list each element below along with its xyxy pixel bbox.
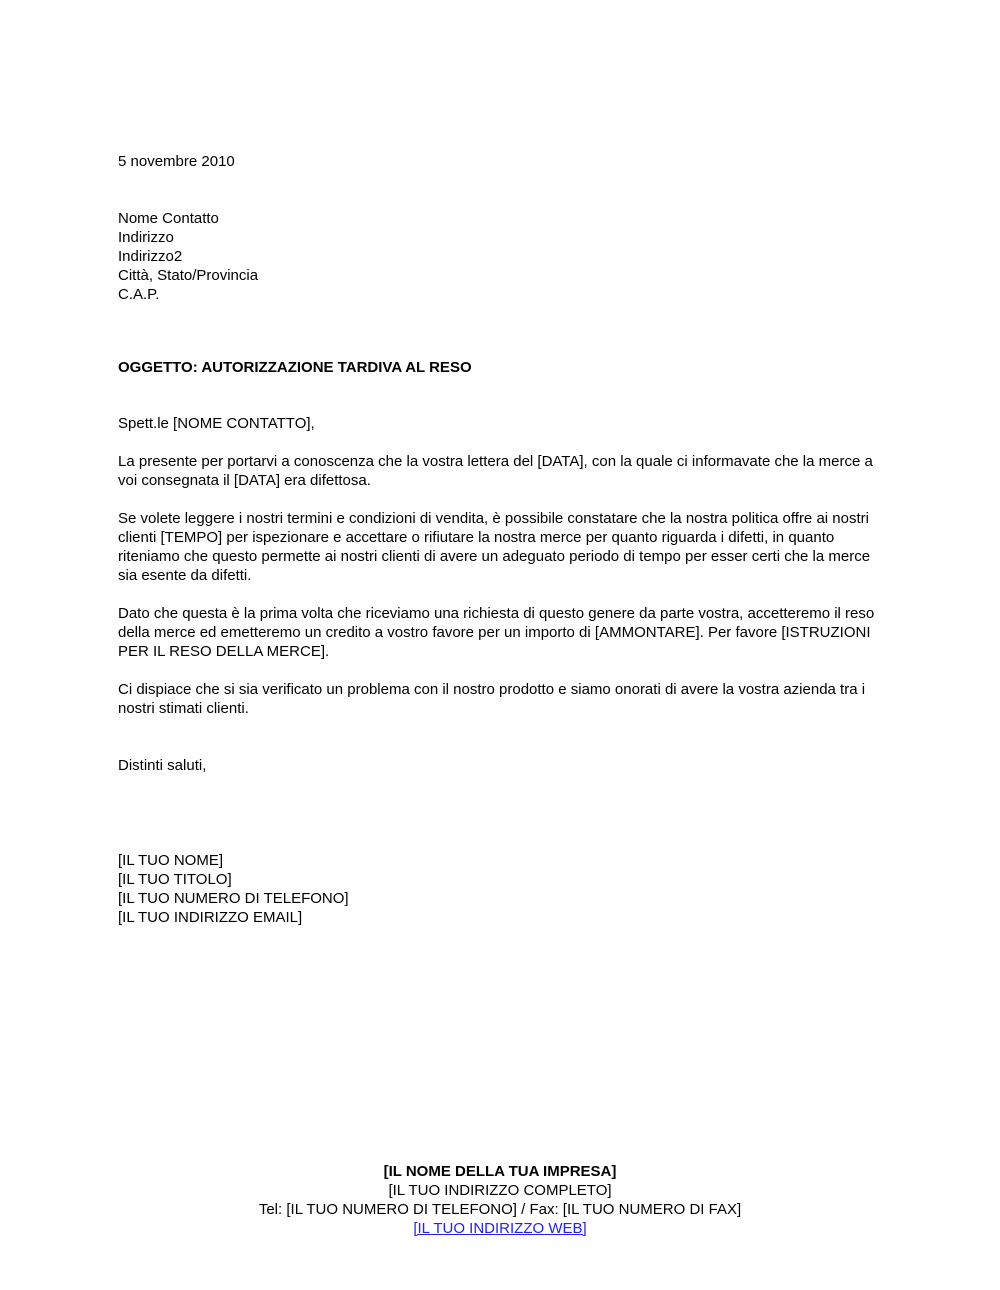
footer-tel-fax: Tel: [IL TUO NUMERO DI TELEFONO] / Fax: [IL TUO NUMERO DI FAX] (258, 1201, 742, 1218)
recipient-address-line-1: Indirizzo (118, 229, 174, 246)
footer-company-address: [IL TUO INDIRIZZO COMPLETO] (388, 1182, 612, 1199)
letter-paragraph-3: Dato che questa è la prima volta che riceviamo una richiesta di questo genere da parte vostra, accetteremo il reso della merce ed emetteremo un credito a vostro favore per un importo di [AMMONTARE]. Per favore [ISTRUZIONI PER IL RESO DELLA MERCE]. (118, 605, 875, 660)
letter-subject: OGGETTO: AUTORIZZAZIONE TARDIVA AL RESO (118, 359, 472, 376)
recipient-address-line-2: Indirizzo2 (118, 248, 183, 265)
sender-phone-placeholder: [IL TUO NUMERO DI TELEFONO] (118, 890, 349, 907)
letter-closing: Distinti saluti, (118, 757, 207, 774)
sender-email-placeholder: [IL TUO INDIRIZZO EMAIL] (118, 909, 303, 926)
sender-title-placeholder: [IL TUO TITOLO] (118, 871, 232, 888)
recipient-postal-code: C.A.P. (118, 286, 160, 303)
recipient-address-block (118, 209, 883, 304)
signature-block (118, 851, 883, 927)
letter-date: 5 novembre 2010 (118, 153, 235, 170)
letter-paragraph-4: Ci dispiace che si sia verificato un problema con il nostro prodotto e siamo onorati di avere la vostra azienda tra i nostri stimati clienti. (118, 681, 866, 717)
page-footer (0, 1162, 1000, 1238)
letter-paragraph-2: Se volete leggere i nostri termini e condizioni di vendita, è possibile constatare che la nostra politica offre ai nostri clienti [TEMPO] per ispezionare e accettare o rifiutare la nostra merce per quanto riguarda i difetti, in quanto riteniamo che questo permette ai nostri clienti di avere un adeguato periodo di tempo per esser certi che la merce sia esente da difetti. (118, 510, 871, 584)
recipient-city-state: Città, Stato/Provincia (118, 267, 259, 284)
footer-company-name: [IL NOME DELLA TUA IMPRESA] (383, 1163, 617, 1180)
letter-salutation: Spett.le [NOME CONTATTO], (118, 415, 315, 432)
footer-website-link[interactable]: [IL TUO INDIRIZZO WEB] (413, 1220, 587, 1237)
recipient-name: Nome Contatto (118, 210, 219, 227)
sender-name-placeholder: [IL TUO NOME] (118, 852, 224, 869)
letter-paragraph-1: La presente per portarvi a conoscenza che la vostra lettera del [DATA], con la quale ci informavate che la merce a voi consegnata il [DATA] era difettosa. (118, 453, 873, 489)
